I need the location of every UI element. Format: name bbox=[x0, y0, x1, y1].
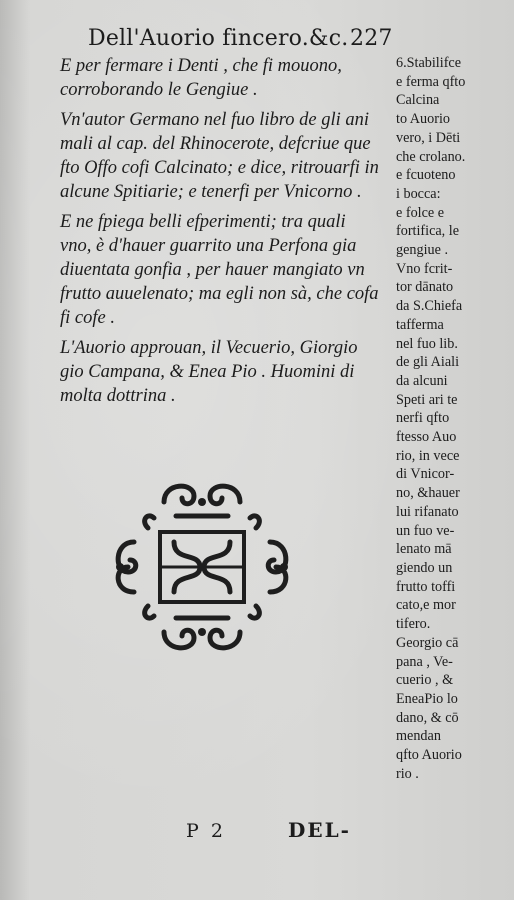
marginal-line: no, &hauer bbox=[396, 485, 460, 502]
marginal-line: e folce e bbox=[396, 204, 445, 221]
marginal-line: da alcuni bbox=[396, 372, 448, 389]
text-line: vno, è d'hauer guarrito una Perfona gia bbox=[60, 236, 357, 256]
text-line: fto Offo cofi Calcinato; e dice, ritrouarfi in bbox=[60, 158, 379, 178]
marginal-line: ftesso Auo bbox=[396, 429, 457, 446]
marginal-line: un fuo ve- bbox=[396, 522, 455, 539]
marginal-line: mendan bbox=[396, 728, 441, 745]
marginal-line: rio . bbox=[396, 765, 419, 782]
marginal-line: lui rifanato bbox=[396, 503, 459, 520]
text-line: diuentata gonfia , per hauer mangiato vn bbox=[60, 260, 365, 280]
text-line: frutto auuelenato; ma egli non sà, che cofa bbox=[60, 284, 379, 304]
marginal-line: tifero. bbox=[396, 616, 431, 633]
marginal-line: frutto toffi bbox=[396, 578, 456, 595]
text-line: fi cofe . bbox=[60, 308, 115, 328]
running-header bbox=[88, 26, 393, 51]
marginal-line: EneaPio lo bbox=[396, 690, 458, 707]
marginal-line: nel fuo lib. bbox=[396, 335, 458, 352]
signature-mark: P 2 bbox=[186, 820, 226, 842]
paragraph bbox=[52, 210, 390, 330]
text-line: E ne fpiega belli efperimenti; tra quali bbox=[60, 212, 346, 232]
marginal-line: pana , Ve- bbox=[396, 653, 453, 670]
marginal-line: cuerio , & bbox=[396, 672, 454, 689]
marginal-line: de gli Aiali bbox=[396, 354, 460, 371]
text-line: corroborando le Gengiue . bbox=[60, 80, 258, 100]
marginal-line: Speti ari te bbox=[396, 391, 458, 408]
paragraph bbox=[52, 54, 390, 102]
page-number: 227 bbox=[350, 26, 393, 51]
marginal-line: Vno fcrit- bbox=[396, 260, 453, 277]
text-line: molta dottrina . bbox=[60, 386, 176, 406]
main-text-column bbox=[52, 54, 390, 414]
marginal-line: cato,e mor bbox=[396, 597, 456, 614]
marginal-line: to Auorio bbox=[396, 111, 450, 128]
marginal-line: vero, i Dēti bbox=[396, 129, 461, 146]
text-line: Vn'autor Germano nel fuo libro de gli ani bbox=[60, 110, 370, 130]
running-title: Dell'Auorio fincero.&c. bbox=[88, 26, 349, 51]
marginal-line: 6.Stabilifce bbox=[396, 55, 462, 71]
marginal-line: e fcuoteno bbox=[396, 167, 456, 184]
marginal-note bbox=[396, 54, 506, 783]
marginal-line: che crolano. bbox=[396, 148, 466, 165]
text-line: gio Campana, & Enea Pio . Huomini di bbox=[60, 362, 355, 382]
text-line: alcune Spitiarie; e tenerfi per Vnicorno . bbox=[60, 182, 362, 202]
marginal-line: da S.Chiefa bbox=[396, 298, 463, 315]
text-line: mali al cap. del Rhinocerote, defcriue que bbox=[60, 134, 371, 154]
printers-ornament-icon bbox=[104, 472, 300, 662]
marginal-line: gengiue . bbox=[396, 242, 449, 259]
marginal-line: tafferma bbox=[396, 316, 444, 333]
marginal-line: Calcina bbox=[396, 92, 440, 109]
paragraph bbox=[52, 336, 390, 408]
marginal-line: fortifica, le bbox=[396, 223, 460, 240]
catchword: DEL- bbox=[288, 818, 351, 842]
text-line: E per fermare i Denti , che fi mouono, bbox=[60, 56, 342, 76]
marginal-line: di Vnicor- bbox=[396, 466, 455, 483]
marginal-line: i bocca: bbox=[396, 185, 441, 202]
marginal-line: e ferma qfto bbox=[396, 73, 466, 90]
marginal-line: tor dānato bbox=[396, 279, 454, 296]
marginal-line: giendo un bbox=[396, 559, 453, 576]
marginal-line: lenato mā bbox=[396, 541, 452, 558]
marginal-line: dano, & cō bbox=[396, 709, 459, 726]
paragraph bbox=[52, 108, 390, 204]
marginal-line: nerfi qfto bbox=[396, 410, 450, 427]
marginal-line: Georgio cā bbox=[396, 634, 459, 651]
marginal-line: rio, in vece bbox=[396, 447, 460, 464]
marginal-line: qfto Auorio bbox=[396, 747, 462, 764]
text-line: L'Auorio approuan, il Vecuerio, Giorgio bbox=[60, 338, 358, 358]
